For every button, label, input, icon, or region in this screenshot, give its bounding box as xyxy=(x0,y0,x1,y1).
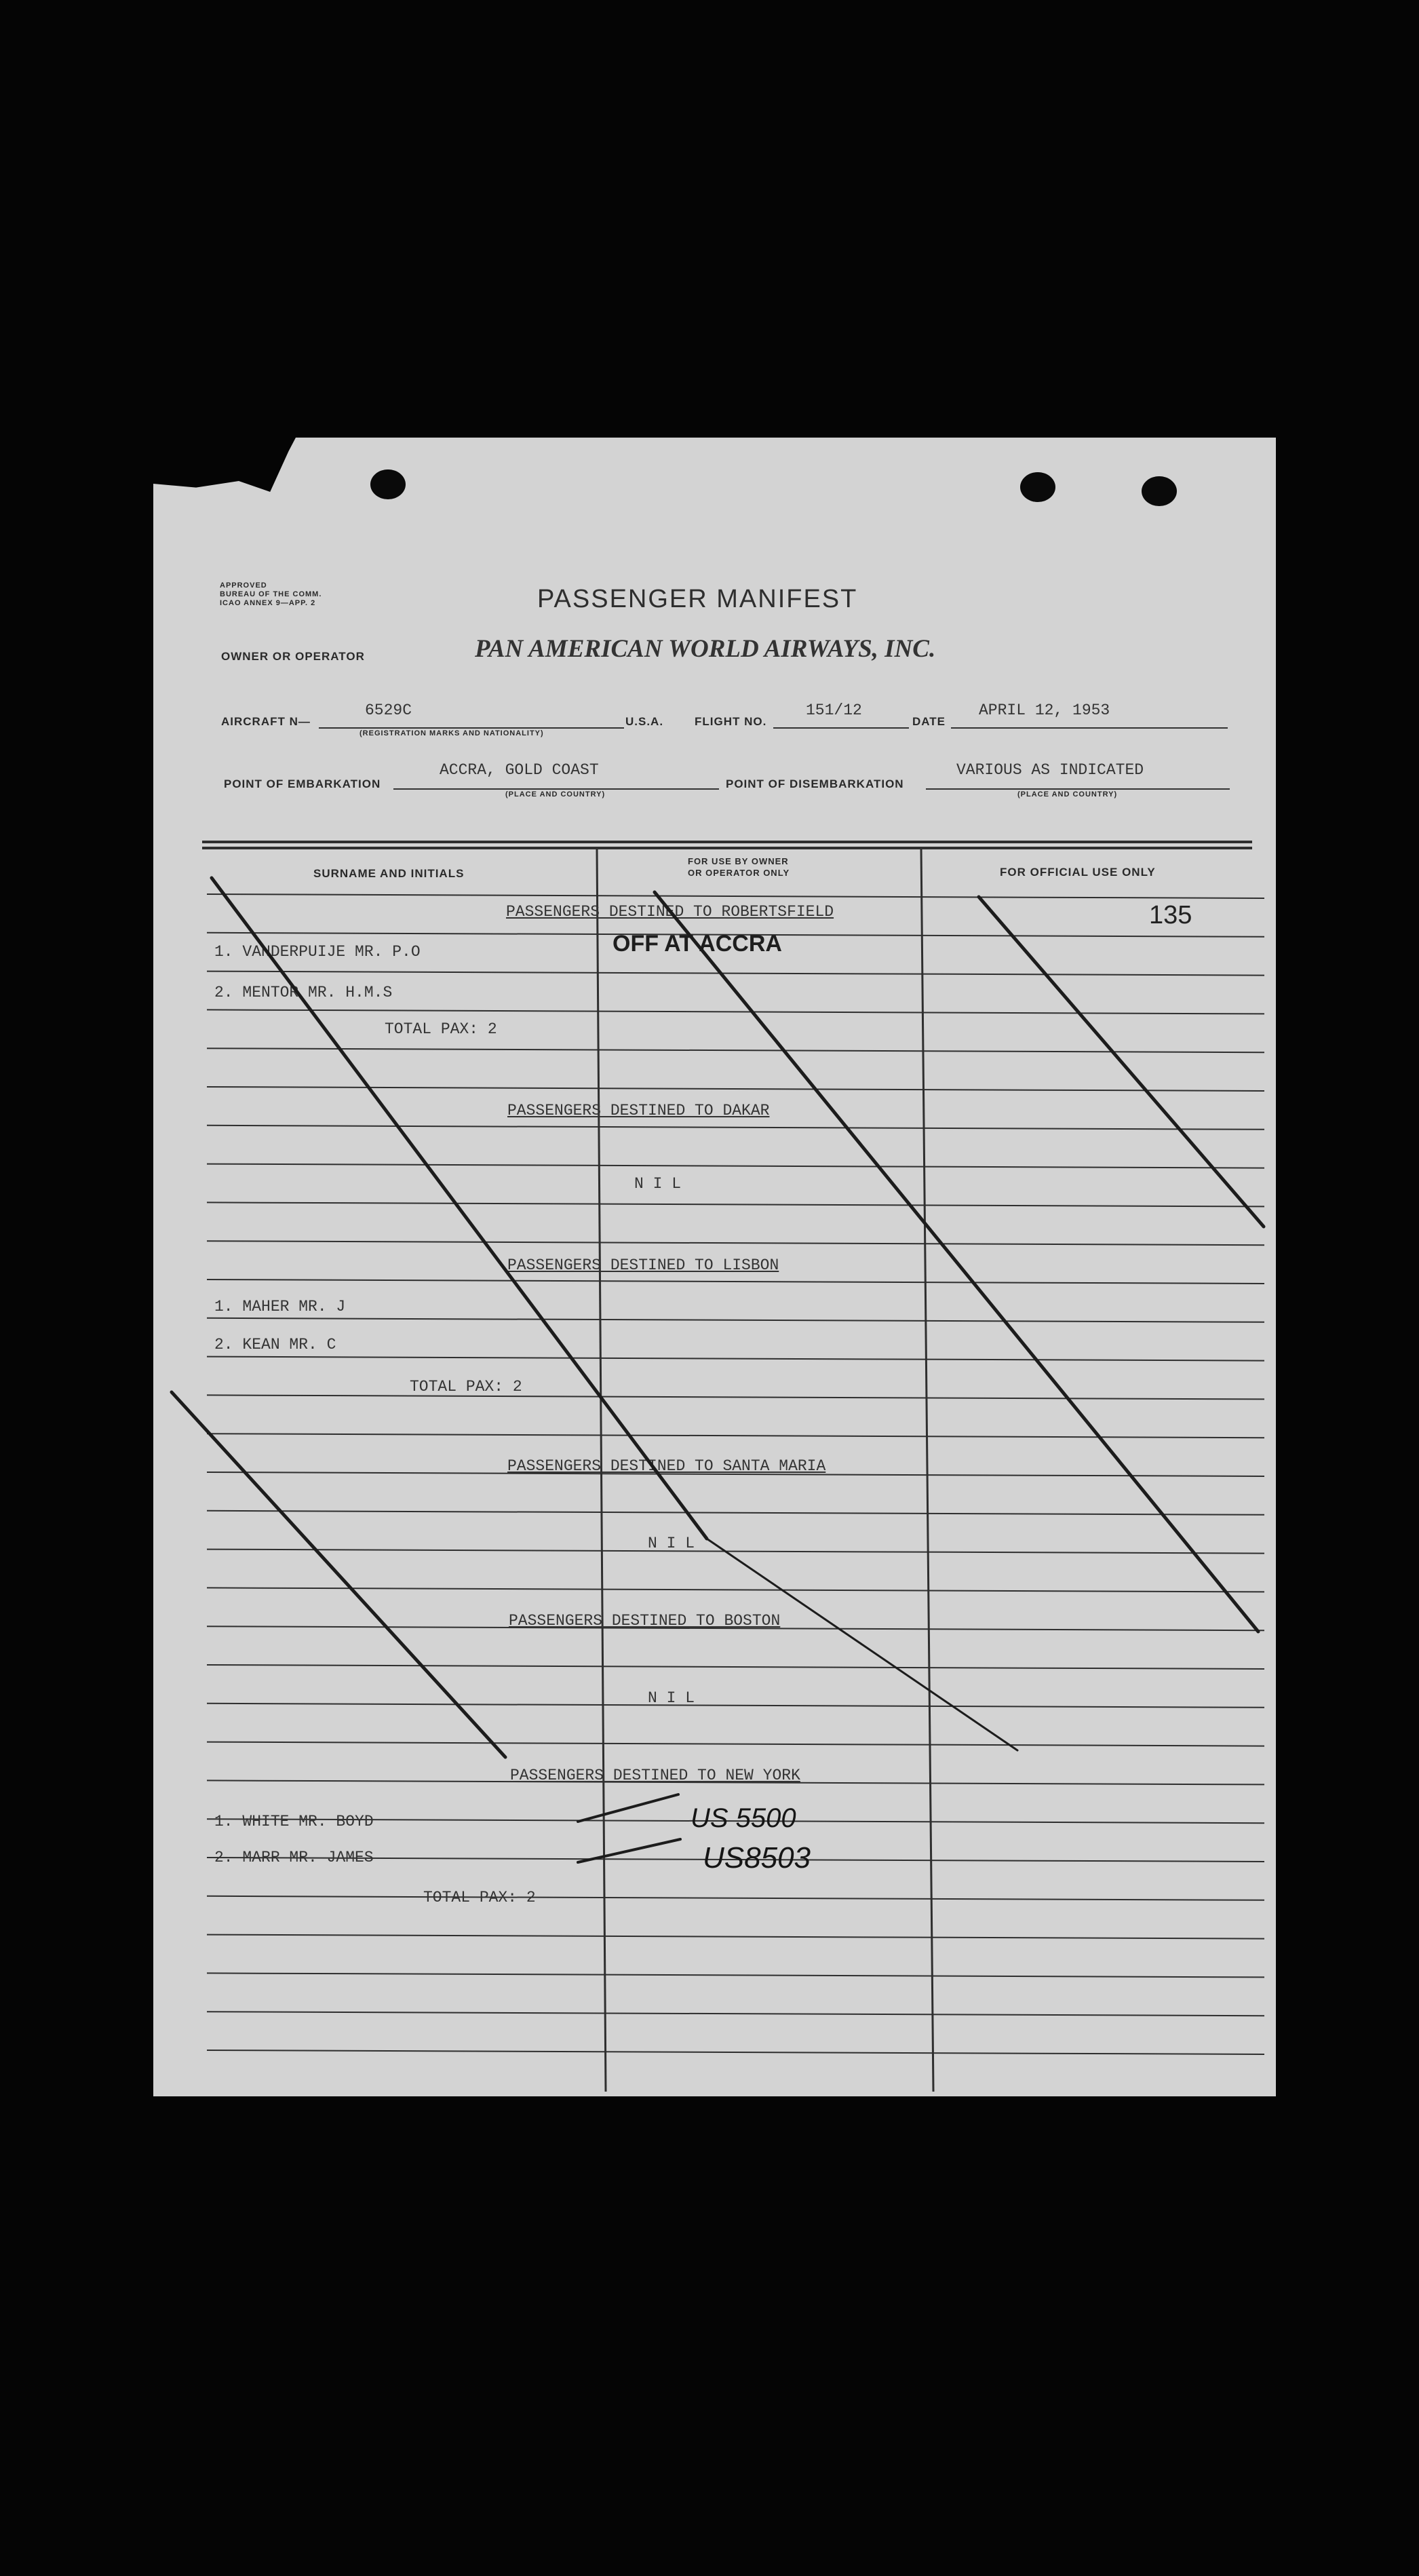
row-boston-nil: N I L xyxy=(648,1689,695,1707)
usa-label: U.S.A. xyxy=(625,715,664,728)
row-santa-maria-heading: PASSENGERS DESTINED TO SANTA MARIA xyxy=(507,1457,826,1475)
embark-value: ACCRA, GOLD COAST xyxy=(440,761,599,779)
row-passenger-robertsfield-1: 1. VANDERPUIJE MR. P.O xyxy=(214,943,421,961)
flight-label: FLIGHT NO. xyxy=(695,715,767,728)
aircraft-value: 6529C xyxy=(365,701,412,719)
row-total-lisbon: TOTAL PAX: 2 xyxy=(410,1378,522,1396)
row-santa-maria-nil: N I L xyxy=(648,1535,695,1552)
row-new-york-heading: PASSENGERS DESTINED TO NEW YORK xyxy=(510,1767,800,1784)
operator-name: PAN AMERICAN WORLD AIRWAYS, INC. xyxy=(475,635,936,663)
flight-value: 151/12 xyxy=(806,701,862,719)
col-header-operator-2: OR OPERATOR ONLY xyxy=(688,868,790,878)
disembark-label: POINT OF DISEMBARKATION xyxy=(726,777,904,790)
row-boston-heading: PASSENGERS DESTINED TO BOSTON xyxy=(509,1612,781,1630)
cross-out-stroke-2 xyxy=(707,1539,1017,1750)
cross-out-stroke-1 xyxy=(212,878,707,1539)
owner-label: OWNER OR OPERATOR xyxy=(221,650,365,663)
row-dakar-nil: N I L xyxy=(634,1175,682,1193)
col-header-operator-1: FOR USE BY OWNER xyxy=(688,856,789,866)
off-at-accra-stamp: OFF AT ACCRA xyxy=(613,931,782,957)
handwritten-ticket-2: US8503 xyxy=(703,1841,811,1875)
cross-out-stroke-5 xyxy=(172,1392,505,1757)
row-total-robertsfield: TOTAL PAX: 2 xyxy=(385,1020,497,1038)
cross-out-stroke-4 xyxy=(979,897,1264,1227)
official-number: 135 xyxy=(1149,901,1192,929)
aircraft-caption: (REGISTRATION MARKS AND NATIONALITY) xyxy=(359,729,544,737)
row-lisbon-heading: PASSENGERS DESTINED TO LISBON xyxy=(507,1256,779,1274)
row-passenger-robertsfield-2: 2. MENTOR MR. H.M.S xyxy=(214,984,393,1001)
manifest-title: PASSENGER MANIFEST xyxy=(537,585,858,613)
cross-out-stroke-3 xyxy=(655,892,1258,1632)
row-total-new-york: TOTAL PAX: 2 xyxy=(423,1889,536,1906)
dash-new-york-1 xyxy=(578,1794,678,1822)
dash-new-york-2 xyxy=(578,1839,680,1862)
row-passenger-new-york-2: 2. MARR MR. JAMES xyxy=(214,1849,374,1866)
disembark-caption: (PLACE AND COUNTRY) xyxy=(1017,790,1118,799)
embark-caption: (PLACE AND COUNTRY) xyxy=(505,790,606,799)
row-passenger-lisbon-1: 1. MAHER MR. J xyxy=(214,1298,346,1315)
row-dakar-heading: PASSENGERS DESTINED TO DAKAR xyxy=(507,1102,770,1119)
col-header-surname: SURNAME AND INITIALS xyxy=(313,867,465,880)
date-value: APRIL 12, 1953 xyxy=(979,701,1110,719)
row-passenger-new-york-1: 1. WHITE MR. BOYD xyxy=(214,1813,374,1830)
col-header-official: FOR OFFICIAL USE ONLY xyxy=(1000,866,1156,879)
row-robertsfield-heading: PASSENGERS DESTINED TO ROBERTSFIELD xyxy=(506,903,834,921)
approval-line-2: BUREAU OF THE COMM. xyxy=(220,590,322,598)
disembark-value: VARIOUS AS INDICATED xyxy=(956,761,1144,779)
embark-label: POINT OF EMBARKATION xyxy=(224,777,381,790)
handwritten-ticket-1: US 5500 xyxy=(691,1803,796,1833)
row-passenger-lisbon-2: 2. KEAN MR. C xyxy=(214,1336,336,1353)
approval-line-3: ICAO ANNEX 9—APP. 2 xyxy=(220,599,316,607)
aircraft-label: AIRCRAFT N— xyxy=(221,715,311,728)
approval-line-1: APPROVED xyxy=(220,581,267,590)
date-label: DATE xyxy=(912,715,946,728)
